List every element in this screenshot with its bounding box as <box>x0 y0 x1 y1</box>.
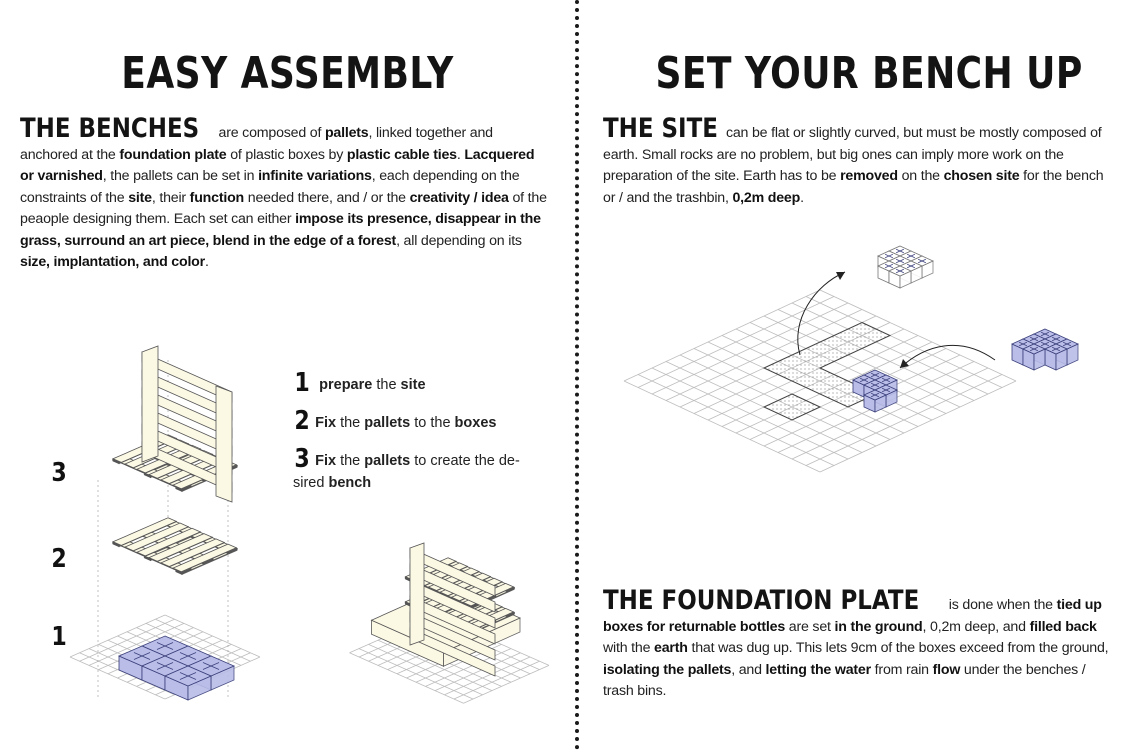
text-run: pallets <box>364 453 411 469</box>
text-run: of plastic boxes by <box>226 146 347 163</box>
text-run: on the <box>897 168 944 184</box>
text-run: . <box>204 254 209 270</box>
assembled-bench-drawing <box>350 543 550 703</box>
text-run: to create the desired <box>293 453 520 491</box>
removed-earth-cubes <box>878 246 933 288</box>
bench-backrest-post <box>410 543 424 645</box>
crate-stack <box>1012 329 1078 370</box>
bench-ground-grid-line <box>454 661 540 699</box>
crate <box>1045 344 1067 370</box>
foundation-lead: THE FOUNDATION PLATE <box>603 585 920 616</box>
text-run: from rain <box>870 661 933 678</box>
text-run: filled back <box>1029 618 1097 635</box>
text-run: site <box>128 189 152 206</box>
text-run: Lacquered or varnished <box>20 146 535 184</box>
text-run: foundation plate <box>119 146 227 163</box>
text-run: for the bench or / and the trashbin, <box>603 168 1104 206</box>
text-run: , the pallets can be set in <box>102 168 259 184</box>
text-run: are composed of <box>214 125 325 141</box>
crate <box>1023 344 1045 370</box>
text-run: the <box>372 377 401 393</box>
backrest-post <box>216 386 232 502</box>
text-run: boxes <box>454 415 497 431</box>
text-run: plastic cable ties <box>346 146 457 163</box>
text-run: , their <box>151 189 190 206</box>
placed-crates <box>853 370 897 412</box>
text-run: needed there, and / or the <box>244 189 410 206</box>
step-1-number: 1 <box>294 368 310 398</box>
text-run: pallets <box>324 125 369 141</box>
text-run: function <box>189 189 245 206</box>
text-run: removed <box>840 168 898 184</box>
text-run: are set <box>785 618 835 635</box>
text-run: bench <box>328 475 372 491</box>
bench-ground-grid-line <box>464 665 550 703</box>
text-run: to the <box>410 415 455 431</box>
text-run: with the <box>603 640 655 656</box>
text-run: , and <box>731 661 766 678</box>
text-run: pallets <box>364 415 411 431</box>
text-run: site <box>400 377 426 393</box>
text-run: that was dug up. This lets 9cm of the boxes exceed from the ground, <box>687 640 1109 656</box>
layer-label-2: 2 <box>51 544 67 574</box>
text-run: Fix <box>315 415 337 431</box>
text-run: infinite variations <box>258 168 372 184</box>
text-run: . <box>800 189 804 206</box>
easy-assembly-title: EASY ASSEMBLY <box>121 48 454 99</box>
step-2-number: 2 <box>294 406 310 436</box>
text-run: size, implantation, and color <box>20 254 205 270</box>
set-bench-up-title: SET YOUR BENCH UP <box>655 48 1083 99</box>
text-run: isolating the pallets <box>603 661 732 678</box>
text-run: , linked together and anchored at the <box>20 125 493 163</box>
text-run: the <box>336 415 365 431</box>
pallet-layer-2 <box>113 518 237 575</box>
text-run: the <box>336 453 365 469</box>
text-run: under the benches / trash bins. <box>603 661 1086 699</box>
text-run: , each depending on the constraints of the <box>20 168 520 206</box>
site-lead: THE SITE <box>603 113 718 144</box>
backrest-post <box>142 346 158 462</box>
layer-label-1: 1 <box>51 622 67 652</box>
text-run: creativity / idea <box>409 189 509 206</box>
text-run: can be flat or slightly curved, but must be mostly composed of earth. Small rocks are no problem, but big ones can imply more work on the preparation of the site. Earth has to be <box>603 125 1102 184</box>
text-run: of the peaople designing them. Each set can either <box>20 189 547 227</box>
text-run: , all depending on its <box>396 232 522 249</box>
benches-lead: THE BENCHES <box>20 113 200 144</box>
step-3-number: 3 <box>294 444 310 474</box>
site-plan-drawing <box>624 246 1078 472</box>
text-run: is done when the <box>945 597 1057 613</box>
text-run: Fix <box>315 453 337 469</box>
text-run: letting the water <box>765 661 871 678</box>
crate <box>864 390 886 412</box>
text-run: in the ground <box>834 618 923 635</box>
text-run: tied up boxes for returnable bottles <box>603 597 1102 635</box>
text-run: 0,2m deep <box>732 189 801 206</box>
text-run: , 0,2m deep, and <box>922 618 1030 635</box>
layer-label-3: 3 <box>51 458 67 488</box>
text-run: chosen site <box>943 168 1020 184</box>
text-run: impose its presence, disappear in the grass, surround an art piece, blend in the edge of a forest <box>20 211 541 249</box>
text-run: prepare <box>319 377 373 393</box>
text-run: flow <box>932 661 961 678</box>
crate-layer <box>119 636 234 700</box>
crate <box>889 266 911 288</box>
text-run: earth <box>654 640 688 656</box>
text-run: . <box>456 146 465 163</box>
exploded-assembly-drawing <box>70 346 260 700</box>
